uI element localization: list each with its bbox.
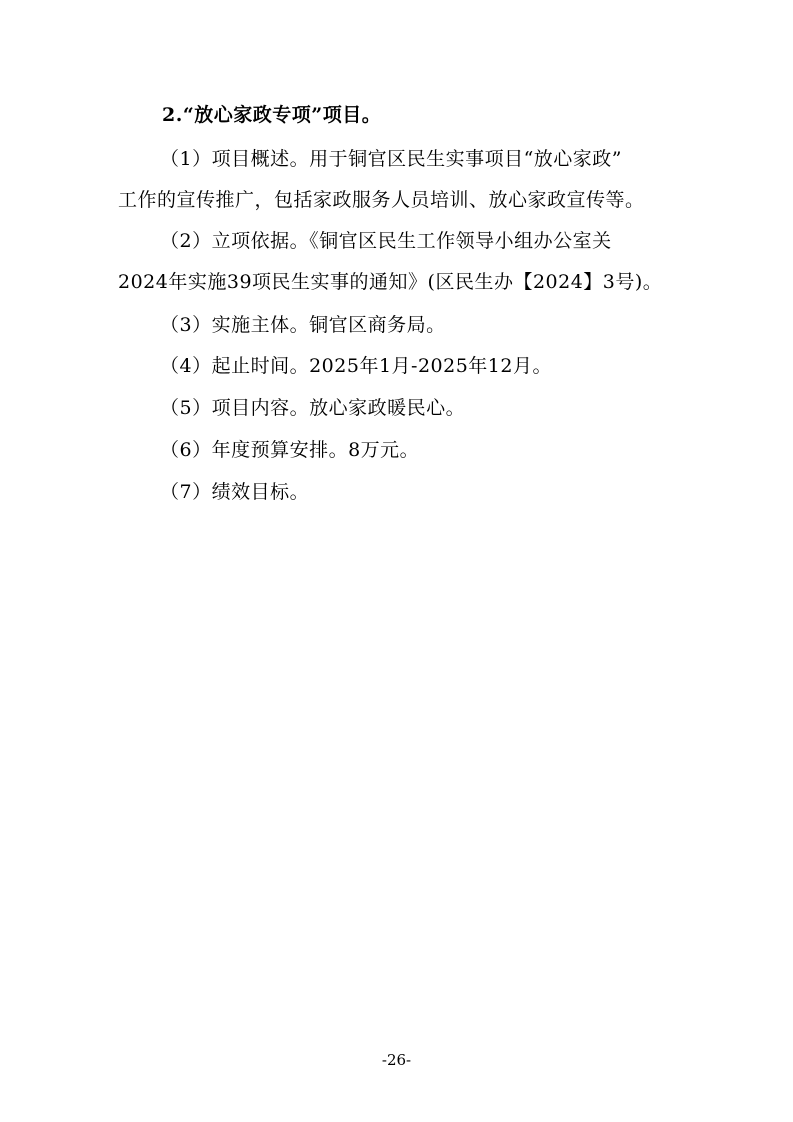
paragraph-time-period: （4）起止时间。2025年1月-2025年12月。 (160, 355, 552, 377)
paragraph-performance-goals: （7）绩效目标。 (160, 481, 310, 503)
paragraph-annual-budget: （6）年度预算安排。8万元。 (160, 439, 420, 461)
paragraph-implementing-body: （3）实施主体。铜官区商务局。 (160, 314, 446, 336)
paragraph-project-overview-line-2: 工作的宣传推广，包括家政服务人员培训、放心家政宣传等。 (118, 189, 645, 211)
section-heading: 2.“放心家政专项”项目。 (162, 104, 382, 126)
paragraph-project-overview-line-1: （1）项目概述。用于铜官区民生实事项目“放心家政” (160, 148, 623, 170)
page-number: -26- (381, 1051, 412, 1069)
paragraph-project-content: （5）项目内容。放心家政暖民心。 (160, 397, 466, 419)
paragraph-basis-line-2: 2024年实施39项民生实事的通知》(区民生办【2024】3号)。 (118, 271, 663, 293)
paragraph-basis-line-1: （2）立项依据。《铜官区民生工作领导小组办公室关 (160, 230, 612, 252)
